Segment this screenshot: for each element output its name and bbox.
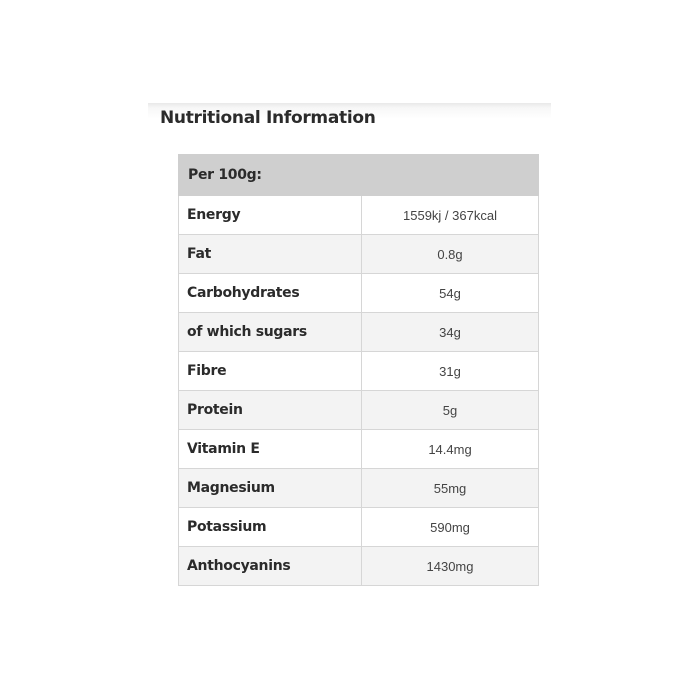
- table-row: [179, 391, 539, 430]
- table-row: [179, 196, 539, 235]
- nutrient-name: Carbohydrates: [179, 274, 362, 313]
- nutrient-amount: 31g: [362, 352, 539, 391]
- nutrient-name: Potassium: [179, 508, 362, 547]
- nutrient-amount: 34g: [362, 313, 539, 352]
- nutrient-name: Energy: [179, 196, 362, 235]
- nutrient-name: Fat: [179, 235, 362, 274]
- nutrient-amount: 0.8g: [362, 235, 539, 274]
- nutrient-name: Fibre: [179, 352, 362, 391]
- nutrient-name: of which sugars: [179, 313, 362, 352]
- nutrient-amount: 14.4mg: [362, 430, 539, 469]
- nutrient-amount: 5g: [362, 391, 539, 430]
- nutrient-amount: 1430mg: [362, 547, 539, 586]
- table-row: [179, 469, 539, 508]
- nutrient-name: Protein: [179, 391, 362, 430]
- section-title: Nutritional Information: [160, 108, 376, 128]
- table-row: [179, 547, 539, 586]
- table-row: [179, 508, 539, 547]
- per-100g-header: Per 100g:: [179, 155, 539, 196]
- nutrient-amount: 55mg: [362, 469, 539, 508]
- table-row: [179, 235, 539, 274]
- nutrient-amount: 54g: [362, 274, 539, 313]
- nutrition-table: [178, 154, 539, 586]
- nutrient-name: Magnesium: [179, 469, 362, 508]
- table-row: [179, 274, 539, 313]
- table-row: [179, 430, 539, 469]
- table-header-row: [179, 155, 539, 196]
- table-row: [179, 313, 539, 352]
- nutrient-name: Anthocyanins: [179, 547, 362, 586]
- nutrient-amount: 590mg: [362, 508, 539, 547]
- nutrient-amount: 1559kj / 367kcal: [362, 196, 539, 235]
- nutrient-name: Vitamin E: [179, 430, 362, 469]
- table-row: [179, 352, 539, 391]
